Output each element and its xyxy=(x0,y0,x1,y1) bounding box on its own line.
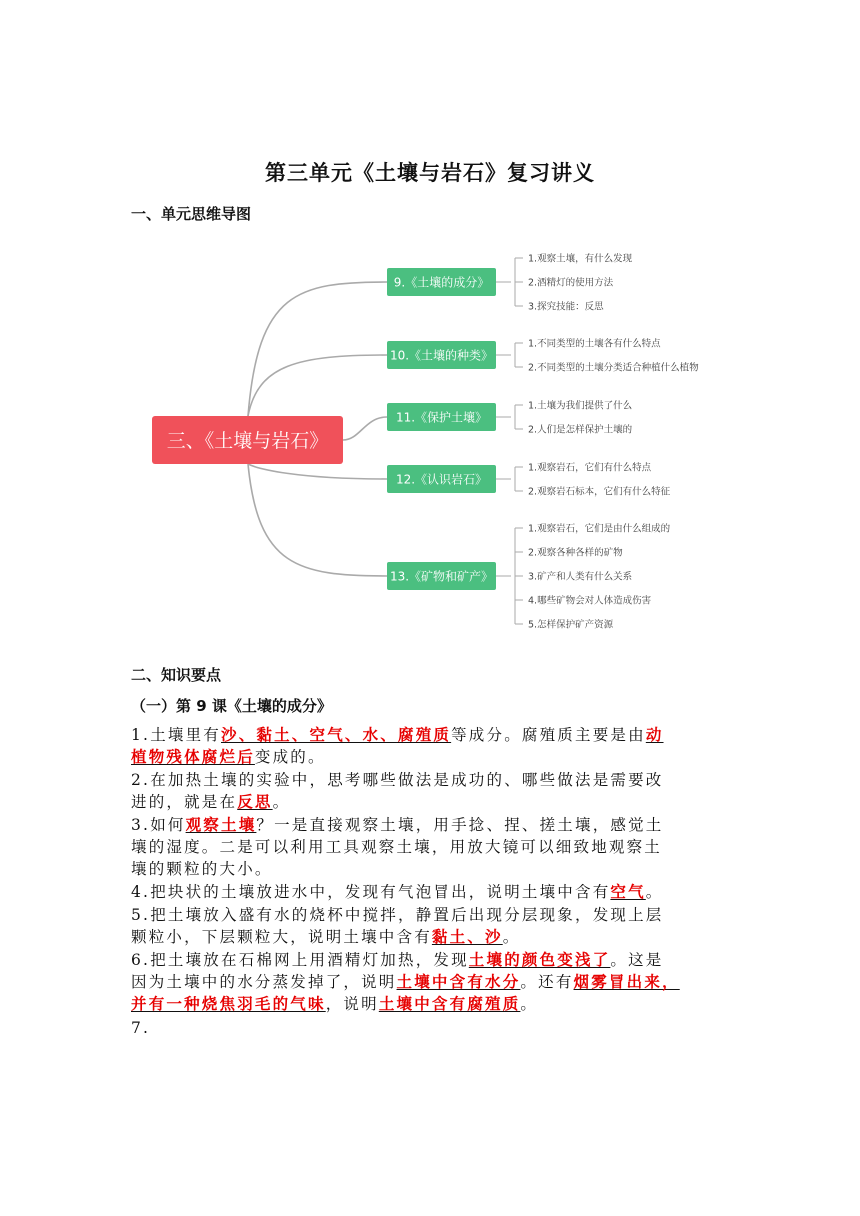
knowledge-point-3: 3.如何观察土壤？一是直接观察土壤，用手捻、捏、搓土壤，感觉土 壤的湿度。二是可以利用工具观察土壤，用放大镜可以细致地观察土 壤的颗粒的大小。 xyxy=(131,815,664,878)
mindmap-leaf-label: 3.矿产和人类有什么关系 xyxy=(528,571,633,583)
connector-line xyxy=(248,355,387,416)
knowledge-point-4: 4.把块状的土壤放进水中，发现有气泡冒出，说明土壤中含有空气。 xyxy=(131,882,664,901)
mindmap-branch-label: 9.《土壤的成分》 xyxy=(393,275,490,290)
mindmap-branch-label: 12.《认识岩石》 xyxy=(395,472,488,487)
knowledge-point-2: 2.在加热土壤的实验中，思考哪些做法是成功的、哪些做法是需要改 进的，就是在反思。 xyxy=(131,771,664,811)
mindmap-leaf-label: 2.观察各种各样的矿物 xyxy=(528,547,623,559)
mindmap-leaf-label: 1.不同类型的土壤各有什么特点 xyxy=(528,338,661,350)
section-heading-knowledge: 二、知识要点 xyxy=(131,666,222,684)
answer-highlight: 沙、黏土、空气、水、腐殖质 xyxy=(221,725,452,744)
answer-highlight: 植物残体腐烂后 xyxy=(131,747,255,766)
mindmap-leaf-label: 1.观察岩石，它们是由什么组成的 xyxy=(528,523,671,535)
answer-highlight: 动 xyxy=(645,725,664,744)
mindmap-leaf-label: 2.人们是怎样保护土壤的 xyxy=(528,424,633,436)
answer-highlight: 并有一种烧焦羽毛的气味 xyxy=(131,994,326,1013)
answer-highlight: 观察土壤 xyxy=(185,815,257,834)
mindmap-leaf-label: 5.怎样保护矿产资源 xyxy=(528,619,614,631)
mindmap-leaf-label: 2.酒精灯的使用方法 xyxy=(528,277,614,289)
knowledge-point-6: 6.把土壤放在石棉网上用酒精灯加热，发现土壤的颜色变浅了。这是 因为土壤中的水分蒸发掉了，说明土壤中含有水分。还有烟雾冒出来， 并有一种烧焦羽毛的气味，说明土壤中含有腐殖质。 xyxy=(131,950,680,1013)
knowledge-point-7: 7. xyxy=(131,1019,151,1037)
connector-line xyxy=(343,417,387,440)
section-heading-mindmap: 一、单元思维导图 xyxy=(131,205,252,223)
mindmap-leaf-label: 1.观察岩石，它们有什么特点 xyxy=(528,462,652,474)
mindmap-branch-label: 10.《土壤的种类》 xyxy=(389,348,494,363)
mindmap-root-node xyxy=(152,416,343,464)
answer-highlight: 烟雾冒出来， xyxy=(573,972,680,991)
answer-highlight: 黏土、沙 xyxy=(431,927,503,946)
subsection-heading-lesson9: （一）第 9 课《土壤的成分》 xyxy=(131,697,332,715)
mindmap-leaf-label: 2.不同类型的土壤分类适合种植什么植物 xyxy=(528,362,699,374)
mindmap-branch-label: 11.《保护土壤》 xyxy=(395,410,488,425)
page-title: 第三单元《土壤与岩石》复习讲义 xyxy=(265,161,595,185)
mindmap-branch-label: 13.《矿物和矿产》 xyxy=(389,569,494,584)
answer-highlight: 土壤中含有水分 xyxy=(396,972,521,991)
answer-highlight: 空气 xyxy=(610,882,646,901)
connector-line xyxy=(248,464,387,479)
mindmap-leaf-label: 2.观察岩石标本，它们有什么特征 xyxy=(528,486,671,498)
mindmap-branch-node xyxy=(387,341,496,369)
mindmap-leaf-label: 1.观察土壤，有什么发现 xyxy=(528,253,633,265)
connector-line xyxy=(248,282,387,416)
mindmap-leaf-label: 3.探究技能：反思 xyxy=(528,301,604,313)
mindmap-root-label: 三、《土壤与岩石》 xyxy=(166,430,329,452)
mindmap-branch-node xyxy=(387,562,496,590)
mindmap-branch-node xyxy=(387,465,496,493)
mindmap-leaf-label: 4.哪些矿物会对人体造成伤害 xyxy=(528,595,652,607)
mindmap-branch-node xyxy=(387,268,496,296)
knowledge-point-1: 1.土壤里有沙、黏土、空气、水、腐殖质等成分。腐殖质主要是由动 植物残体腐烂后变成的。 xyxy=(131,725,664,766)
answer-highlight: 土壤的颜色变浅了 xyxy=(468,950,611,969)
answer-highlight: 土壤中含有腐殖质 xyxy=(378,994,521,1013)
answer-highlight: 反思 xyxy=(237,792,273,811)
connector-line xyxy=(248,464,387,576)
knowledge-point-5: 5.把土壤放入盛有水的烧杯中搅拌，静置后出现分层现象，发现上层 颗粒小，下层颗粒大，说明土壤中含有黏土、沙。 xyxy=(131,906,664,946)
mindmap-leaf-label: 1.土壤为我们提供了什么 xyxy=(528,400,633,412)
mindmap-branch-node xyxy=(387,403,496,431)
